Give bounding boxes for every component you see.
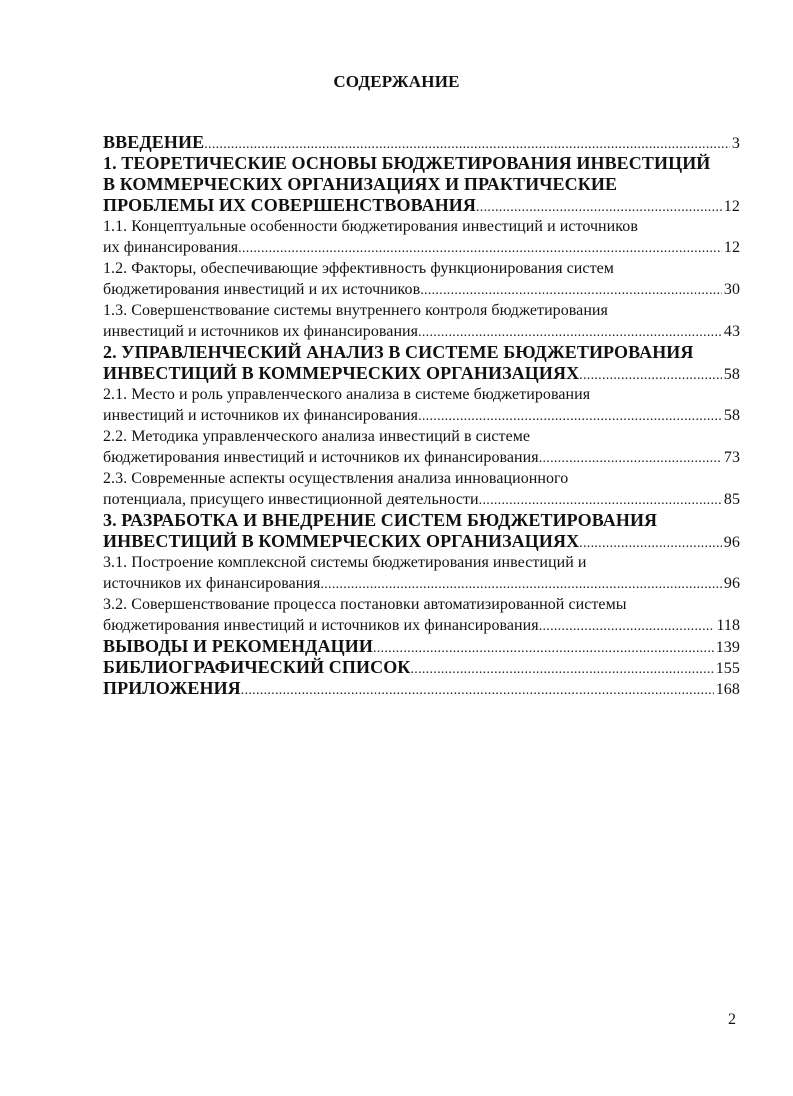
dot-leader (539, 615, 715, 637)
toc-page-number: 139 (715, 639, 740, 656)
toc-entry-text: 1.3. Совершенствование системы внутреннего контроля бюджетирования (103, 302, 608, 319)
toc-entry-text: 3. РАЗРАБОТКА И ВНЕДРЕНИЕ СИСТЕМ БЮДЖЕТИРОВАНИЯ (103, 510, 658, 530)
toc-entry-text: 1.2. Факторы, обеспечивающие эффективность функционирования систем (103, 260, 614, 277)
toc-entry-text: их финансирования (103, 239, 239, 256)
dot-leader (539, 447, 722, 469)
toc-entry-text: ВЫВОДЫ И РЕКОМЕНДАЦИИ (103, 636, 373, 656)
toc-page-number: 43 (723, 323, 740, 340)
toc-page-number: 30 (723, 281, 740, 298)
toc-entry-line (103, 405, 740, 426)
table-of-contents (103, 132, 740, 699)
toc-entry-text: В КОММЕРЧЕСКИХ ОРГАНИЗАЦИЯХ И ПРАКТИЧЕСКИЕ (103, 174, 618, 194)
toc-entry-text: бюджетирования инвестиций и их источников (103, 281, 421, 298)
toc-entry-text: ИНВЕСТИЦИЙ В КОММЕРЧЕСКИХ ОРГАНИЗАЦИЯХ (103, 531, 580, 551)
toc-entry-line (103, 594, 740, 615)
toc-entry-line (103, 216, 740, 237)
toc-page-number: 12 (723, 239, 740, 256)
toc-page-number: 58 (723, 407, 740, 424)
dot-leader (238, 237, 722, 259)
dot-leader (320, 573, 721, 595)
toc-entry-text: инвестиций и источников их финансирования (103, 323, 419, 340)
toc-page-number: 168 (715, 681, 740, 698)
toc-entry-line (103, 321, 740, 342)
toc-page-number: 58 (723, 366, 740, 383)
toc-entry-line (103, 573, 740, 594)
toc-page-number: 155 (715, 660, 740, 677)
toc-entry-line (103, 279, 740, 300)
toc-entry-line (103, 132, 740, 153)
toc-entry-line (103, 552, 740, 573)
toc-entry-text: бюджетирования инвестиций и источников их финансирования (103, 449, 539, 466)
toc-page-number: 85 (723, 491, 740, 508)
toc-entry-text: 3.2. Совершенствование процесса постановки автоматизированной системы (103, 596, 627, 613)
toc-entry-line (103, 153, 740, 174)
toc-entry-line (103, 384, 740, 405)
toc-page-number: 73 (723, 449, 740, 466)
toc-entry-line (103, 678, 740, 699)
toc-entry-line (103, 447, 740, 468)
toc-entry-text: 2. УПРАВЛЕНЧЕСКИЙ АНАЛИЗ В СИСТЕМЕ БЮДЖЕТИРОВАНИЯ (103, 342, 694, 362)
dot-leader (418, 321, 722, 343)
toc-entry-line (103, 468, 740, 489)
toc-entry-line (103, 174, 740, 195)
toc-entry-text: ИНВЕСТИЦИЙ В КОММЕРЧЕСКИХ ОРГАНИЗАЦИЯХ (103, 363, 580, 383)
toc-entry-line (103, 300, 740, 321)
toc-entry-line (103, 363, 740, 384)
toc-entry-text: БИБЛИОГРАФИЧЕСКИЙ СПИСОК (103, 657, 411, 677)
toc-page-number: 96 (723, 575, 740, 592)
toc-entry-text: 2.3. Современные аспекты осуществления анализа инновационного (103, 470, 569, 487)
toc-entry-line (103, 615, 740, 636)
toc-page-number: 12 (723, 198, 740, 215)
dot-leader (579, 531, 722, 554)
toc-entry-text: 2.2. Методика управленческого анализа инвестиций в системе (103, 428, 531, 445)
toc-entry-line (103, 237, 740, 258)
toc-entry-text: бюджетирования инвестиций и источников их финансирования (103, 617, 539, 634)
dot-leader (579, 363, 722, 386)
toc-entry-line (103, 489, 740, 510)
toc-entry-text: потенциала, присущего инвестиционной деятельности (103, 491, 479, 508)
page-title: СОДЕРЖАНИЕ (333, 72, 460, 91)
toc-entry-line (103, 657, 740, 678)
toc-entry-line (103, 636, 740, 657)
toc-entry-line (103, 531, 740, 552)
dot-leader (241, 678, 714, 701)
dot-leader (479, 489, 722, 511)
toc-entry-text: источников их финансирования (103, 575, 321, 592)
toc-entry-line (103, 258, 740, 279)
dot-leader (204, 132, 730, 155)
toc-entry-text: 1. ТЕОРЕТИЧЕСКИЕ ОСНОВЫ БЮДЖЕТИРОВАНИЯ ИНВЕСТИЦИЙ (103, 153, 711, 173)
toc-entry-text: ВВЕДЕНИЕ (103, 132, 205, 152)
toc-entry-text: ПРИЛОЖЕНИЯ (103, 678, 241, 698)
dot-leader (476, 195, 722, 218)
page-number: 2 (728, 1011, 736, 1028)
toc-entry-line (103, 510, 740, 531)
dot-leader (373, 636, 714, 659)
toc-entry-text: 1.1. Концептуальные особенности бюджетирования инвестиций и источников (103, 218, 638, 235)
toc-page-number: 118 (716, 617, 740, 634)
dot-leader (418, 405, 722, 427)
toc-page-number: 3 (731, 135, 740, 152)
toc-entry-text: 2.1. Место и роль управленческого анализа в системе бюджетирования (103, 386, 591, 403)
toc-entry-line (103, 195, 740, 216)
toc-page-number: 96 (723, 534, 740, 551)
dot-leader (420, 279, 722, 301)
dot-leader (410, 657, 713, 680)
toc-entry-line (103, 426, 740, 447)
toc-entry-line (103, 342, 740, 363)
toc-entry-text: ПРОБЛЕМЫ ИХ СОВЕРШЕНСТВОВАНИЯ (103, 195, 476, 215)
toc-entry-text: инвестиций и источников их финансирования (103, 407, 419, 424)
toc-entry-text: 3.1. Построение комплексной системы бюджетирования инвестиций и (103, 554, 587, 571)
